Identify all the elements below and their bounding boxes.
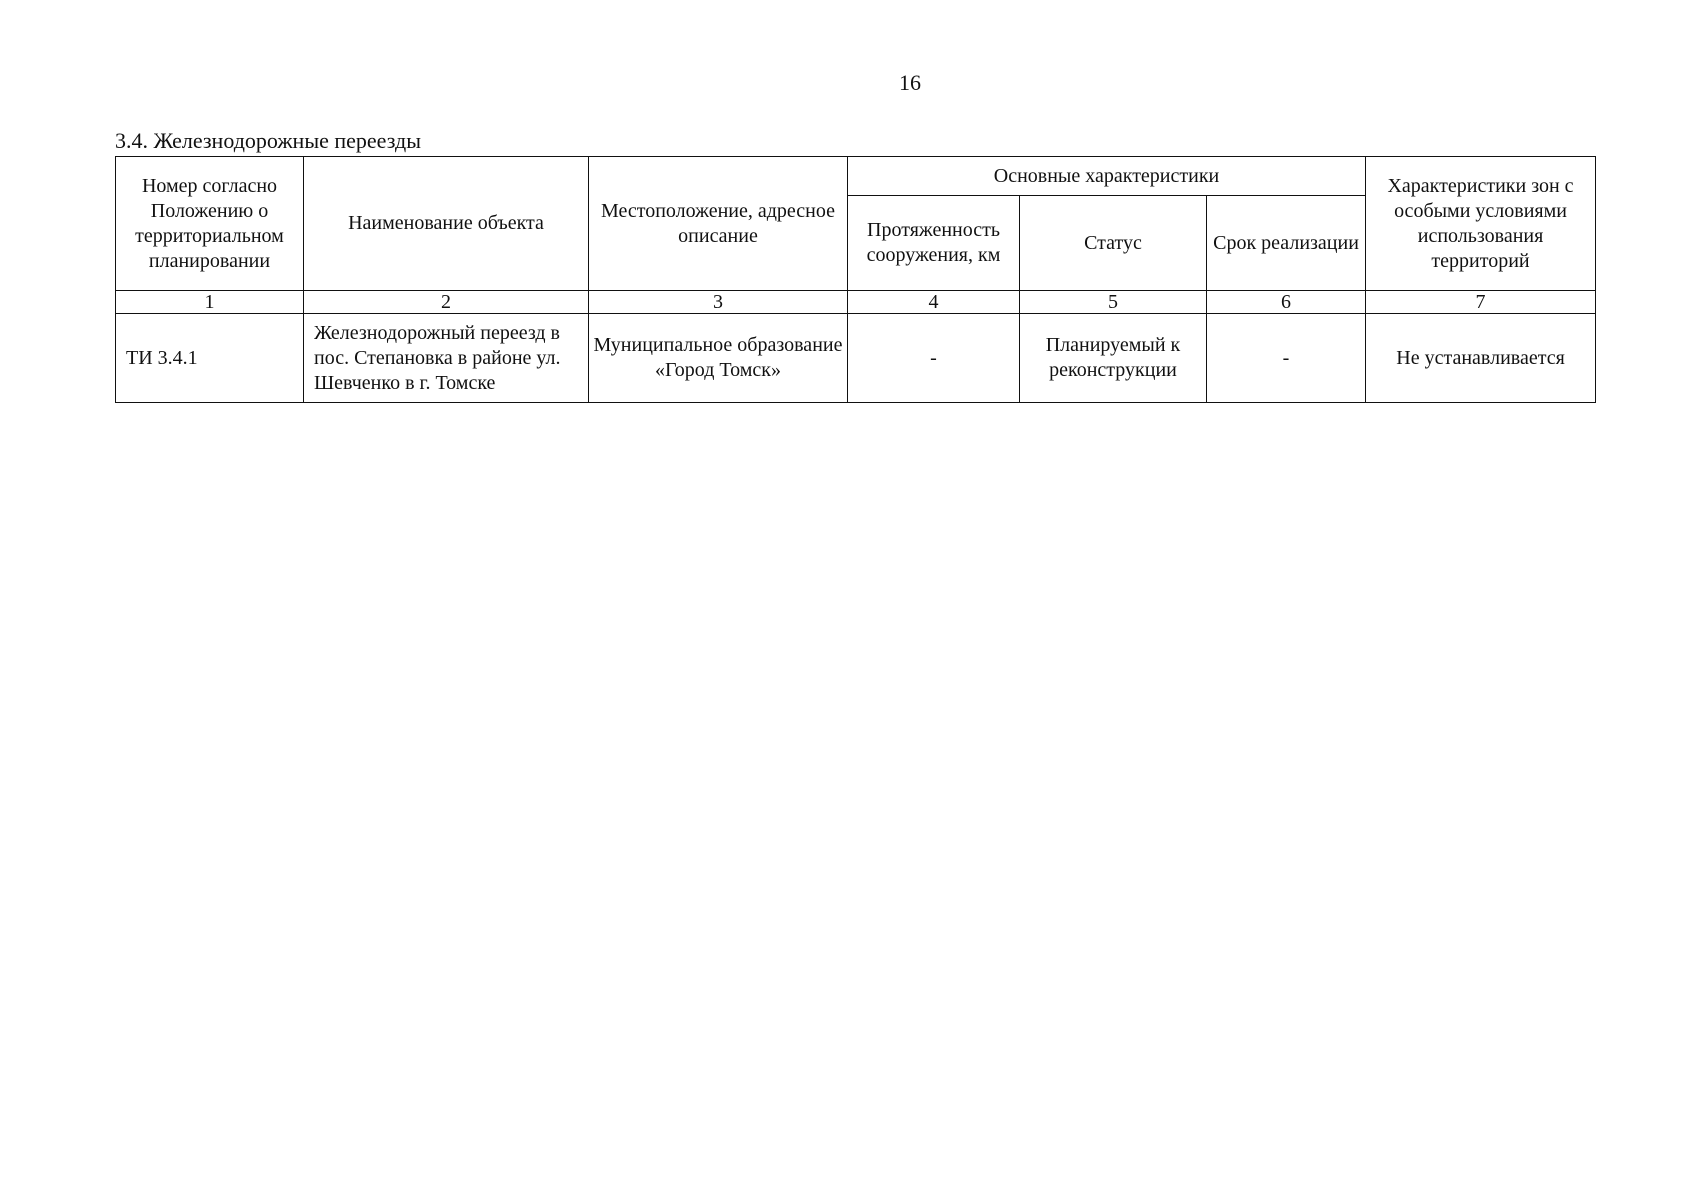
cell-length: - [848, 314, 1020, 403]
header-row-1 [116, 157, 1596, 196]
column-number-row [116, 291, 1596, 314]
header-status: Статус [1020, 196, 1207, 291]
header-term: Срок реализации [1207, 196, 1366, 291]
column-number: 5 [1020, 291, 1207, 314]
cell-object-name: Железнодорожный переезд в пос. Степановка в районе ул. Шевченко в г. Томске [304, 314, 589, 403]
cell-status: Планируемый к реконструкции [1020, 314, 1207, 403]
cell-term: - [1207, 314, 1366, 403]
column-number: 4 [848, 291, 1020, 314]
header-length: Протяженность сооружения, км [848, 196, 1020, 291]
railway-crossings-table [115, 156, 1596, 403]
header-number: Номер согласно Положению о территориальном планировании [116, 157, 304, 291]
cell-location: Муниципальное образование «Город Томск» [589, 314, 848, 403]
table-row [116, 314, 1596, 403]
section-heading: 3.4. Железнодорожные переезды [115, 128, 421, 153]
cell-number: ТИ 3.4.1 [116, 314, 304, 403]
column-number: 1 [116, 291, 304, 314]
header-location: Местоположение, адресное описание [589, 157, 848, 291]
header-object-name: Наименование объекта [304, 157, 589, 291]
column-number: 6 [1207, 291, 1366, 314]
column-number: 3 [589, 291, 848, 314]
page-number: 16 [899, 70, 921, 95]
column-number: 7 [1366, 291, 1596, 314]
cell-zones: Не устанавливается [1366, 314, 1596, 403]
header-zones: Характеристики зон с особыми условиями использования территорий [1366, 157, 1596, 291]
column-number: 2 [304, 291, 589, 314]
header-main-characteristics: Основные характеристики [848, 157, 1366, 196]
